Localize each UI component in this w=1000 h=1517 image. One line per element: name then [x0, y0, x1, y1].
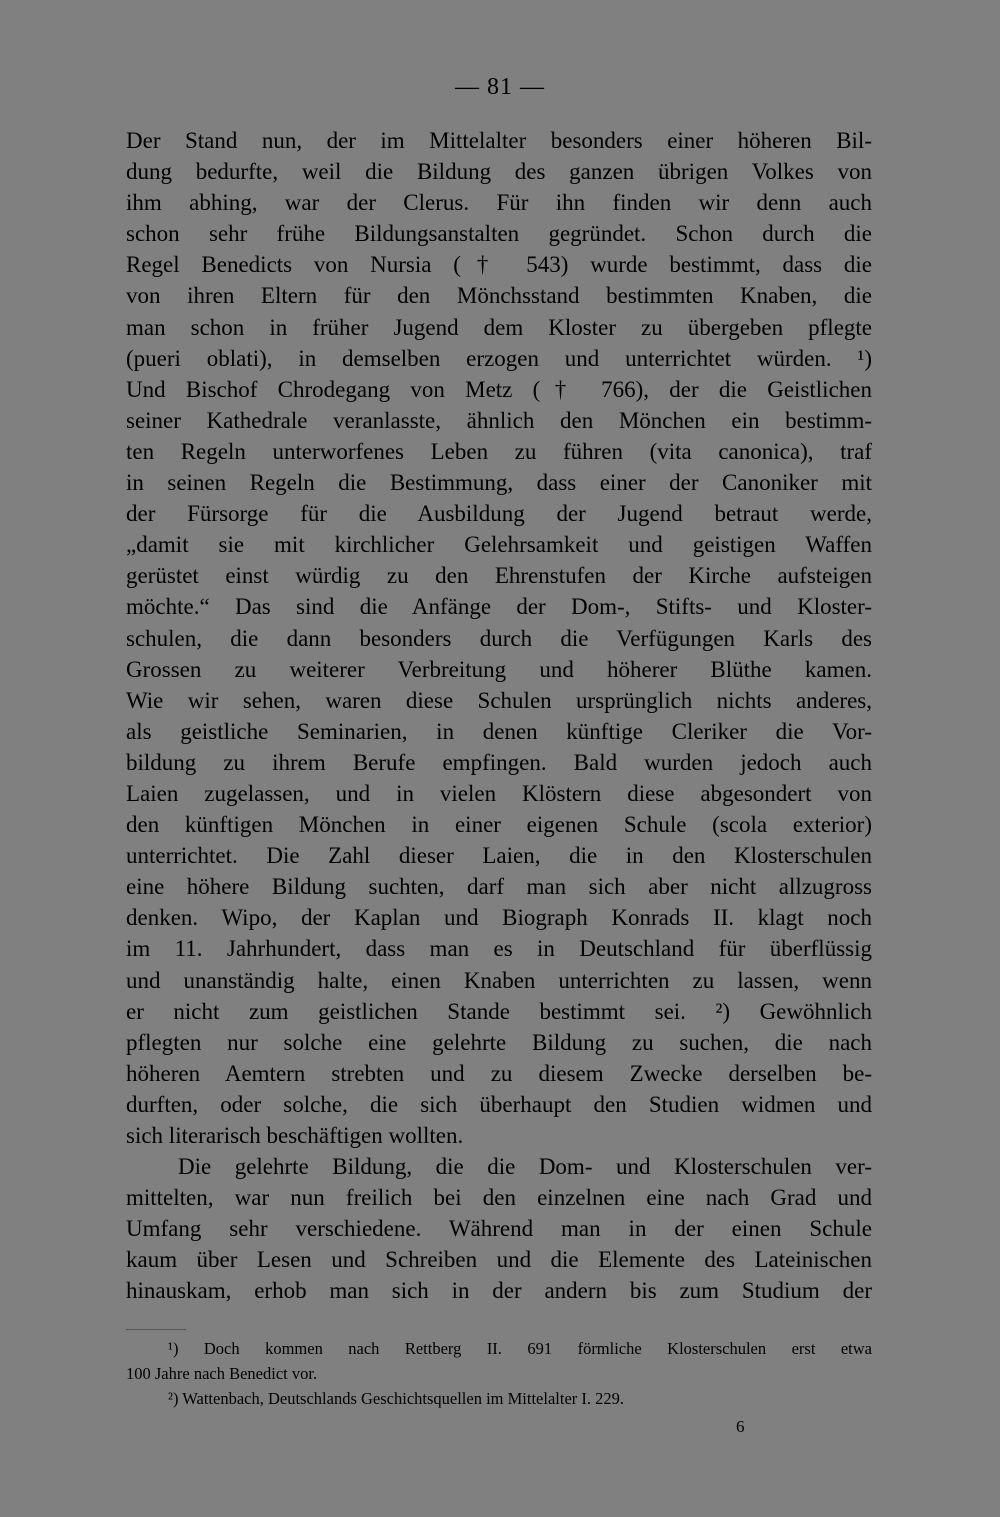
text-line: schon sehr frühe Bildungsanstalten gegründet. Schon durch die	[126, 221, 872, 247]
footnote-line: ¹) Doch kommen nach Rettberg II. 691 förmliche Klosterschulen erst etwa	[168, 1339, 872, 1358]
text-line: seiner Kathedrale veranlasste, ähnlich den Mönchen ein bestimm-	[126, 407, 872, 433]
text-line: ihm abhing, war der Clerus. Für ihn finden wir denn auch	[126, 190, 872, 216]
footnote-divider	[126, 1329, 186, 1330]
text-line: „damit sie mit kirchlicher Gelehrsamkeit und geistigen Waffen	[126, 532, 872, 558]
text-line: den künftigen Mönchen in einer eigenen Schule (scola exterior)	[126, 812, 872, 838]
text-line: Die gelehrte Bildung, die die Dom- und Klosterschulen ver-	[178, 1154, 872, 1180]
text-line: Grossen zu weiterer Verbreitung und höherer Blüthe kamen.	[126, 656, 872, 682]
text-line: Regel Benedicts von Nursia († 543) wurde bestimmt, dass die	[126, 252, 872, 278]
text-line: schulen, die dann besonders durch die Verfügungen Karls des	[126, 625, 872, 651]
text-line: durften, oder solche, die sich überhaupt den Studien widmen und	[126, 1091, 872, 1117]
text-line: hinauskam, erhob man sich in der andern bis zum Studium der	[126, 1278, 872, 1304]
text-line: bildung zu ihrem Berufe empfingen. Bald wurden jedoch auch	[126, 749, 872, 775]
text-line: Wie wir sehen, waren diese Schulen ursprünglich nichts anderes,	[126, 687, 872, 713]
text-line: man schon in früher Jugend dem Kloster zu übergeben pflegte	[126, 314, 872, 340]
text-line: von ihren Eltern für den Mönchsstand bestimmten Knaben, die	[126, 283, 872, 309]
text-line: sich literarisch beschäftigen wollten.	[126, 1123, 464, 1148]
text-line: und unanständig halte, einen Knaben unterrichten zu lassen, wenn	[126, 967, 872, 993]
text-line: Laien zugelassen, und in vielen Klöstern diese abgesondert von	[126, 780, 872, 806]
text-line: er nicht zum geistlichen Stande bestimmt sei. ²) Gewöhnlich	[126, 998, 872, 1024]
text-line: ten Regeln unterworfenes Leben zu führen (vita canonica), traf	[126, 438, 872, 464]
text-line: dung bedurfte, weil die Bildung des ganzen übrigen Volkes von	[126, 159, 872, 185]
text-line: im 11. Jahrhundert, dass man es in Deutschland für überflüssig	[126, 936, 872, 962]
text-line: Und Bischof Chrodegang von Metz († 766), der die Geistlichen	[126, 376, 872, 402]
footnote-line: ²) Wattenbach, Deutschlands Geschichtsquellen im Mittelalter I. 229.	[168, 1389, 625, 1408]
text-line: mittelten, war nun freilich bei den einzelnen eine nach Grad und	[126, 1185, 872, 1211]
text-line: gerüstet einst würdig zu den Ehrenstufen der Kirche aufsteigen	[126, 563, 872, 589]
body-text	[126, 125, 872, 1307]
footnotes	[126, 1336, 872, 1411]
text-line: (pueri oblati), in demselben erzogen und unterrichtet würden. ¹)	[126, 345, 872, 371]
footnote-line: 100 Jahre nach Benedict vor.	[126, 1364, 318, 1383]
text-line: der Fürsorge für die Ausbildung der Jugend betraut werde,	[126, 501, 872, 527]
text-line: Umfang sehr verschiedene. Während man in der einen Schule	[126, 1216, 872, 1242]
text-line: als geistliche Seminarien, in denen künftige Cleriker die Vor-	[126, 718, 872, 744]
text-line: pflegten nur solche eine gelehrte Bildung zu suchen, die nach	[126, 1029, 872, 1055]
page-number: — 81 —	[455, 74, 545, 100]
text-line: höheren Aemtern strebten und zu diesem Zwecke derselben be-	[126, 1060, 872, 1086]
text-line: in seinen Regeln die Bestimmung, dass einer der Canoniker mit	[126, 470, 872, 496]
text-line: möchte.“ Das sind die Anfänge der Dom-, Stifts- und Kloster-	[126, 594, 872, 620]
text-line: kaum über Lesen und Schreiben und die Elemente des Lateinischen	[126, 1247, 872, 1273]
printer-signature-mark: 6	[736, 1417, 745, 1436]
text-line: unterrichtet. Die Zahl dieser Laien, die in den Klosterschulen	[126, 843, 872, 869]
text-line: eine höhere Bildung suchten, darf man sich aber nicht allzugross	[126, 874, 872, 900]
text-line: denken. Wipo, der Kaplan und Biograph Konrads II. klagt noch	[126, 905, 872, 931]
text-line: Der Stand nun, der im Mittelalter besonders einer höheren Bil-	[126, 128, 872, 153]
